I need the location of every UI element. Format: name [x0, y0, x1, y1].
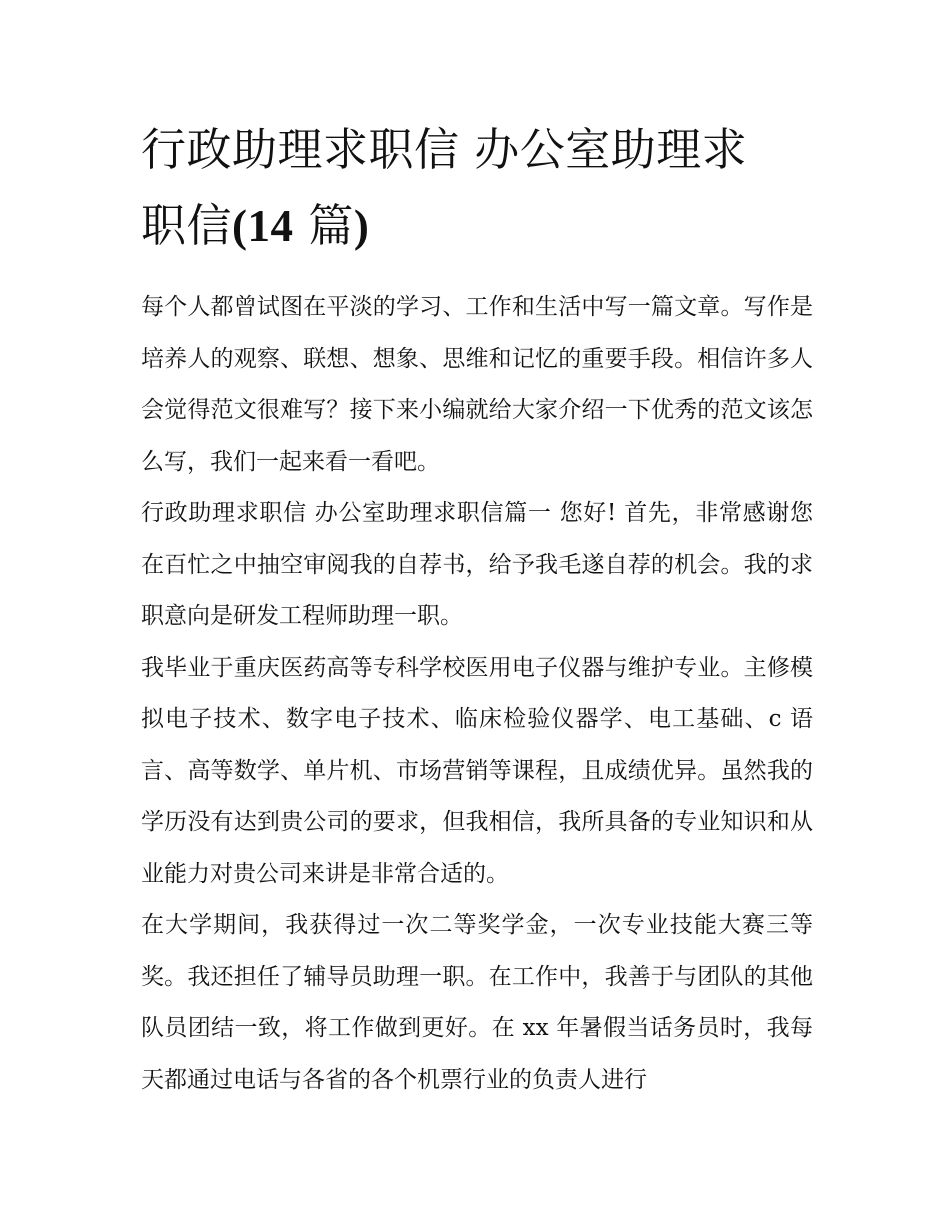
title-paren-open: ( — [232, 201, 248, 251]
title-count: 14 — [247, 201, 294, 251]
document-content — [141, 112, 813, 1106]
title-paren-close: ) — [353, 201, 370, 251]
paragraph-education: 我毕业于重庆医药高等专科学校医用电子仪器与维护专业。主修模拟电子技术、数字电子技术、临床检验仪器学、电工基础、c 语言、高等数学、单片机、市场营销等课程，且成绩优异。虽然我的学历没有达到贵公司的要求，但我相信，我所具备的专业知识和从业能力对贵公司来讲是非常合适的。 — [141, 654, 813, 887]
title-line-2-prefix: 职信 — [141, 199, 233, 252]
document-title — [141, 112, 813, 264]
paragraph-intro: 每个人都曾试图在平淡的学习、工作和生活中写一篇文章。写作是培养人的观察、联想、想象、思维和记忆的重要手段。相信许多人会觉得范文很难写？接下来小编就给大家介绍一下优秀的范文该怎么写，我们一起来看一看吧。 — [141, 294, 813, 475]
paragraph-greeting: 行政助理求职信 办公室助理求职信篇一 您好! 首先，非常感谢您在百忙之中抽空审阅我的自荐书，给予我毛遂自荐的机会。我的求职意向是研发工程师助理一职。 — [141, 500, 813, 629]
document-body — [141, 282, 813, 1106]
paragraph-experience: 在大学期间，我获得过一次二等奖学金，一次专业技能大赛三等奖。我还担任了辅导员助理一职。在工作中，我善于与团队的其他队员团结一致，将工作做到更好。在 xx 年暑假当话务员时，我每天都通过电话与各省的各个机票行业的负责人进行 — [141, 912, 813, 1093]
title-line-1: 行政助理求职信 办公室助理求 — [141, 123, 748, 176]
title-line-2-suffix: 篇 — [293, 199, 354, 252]
